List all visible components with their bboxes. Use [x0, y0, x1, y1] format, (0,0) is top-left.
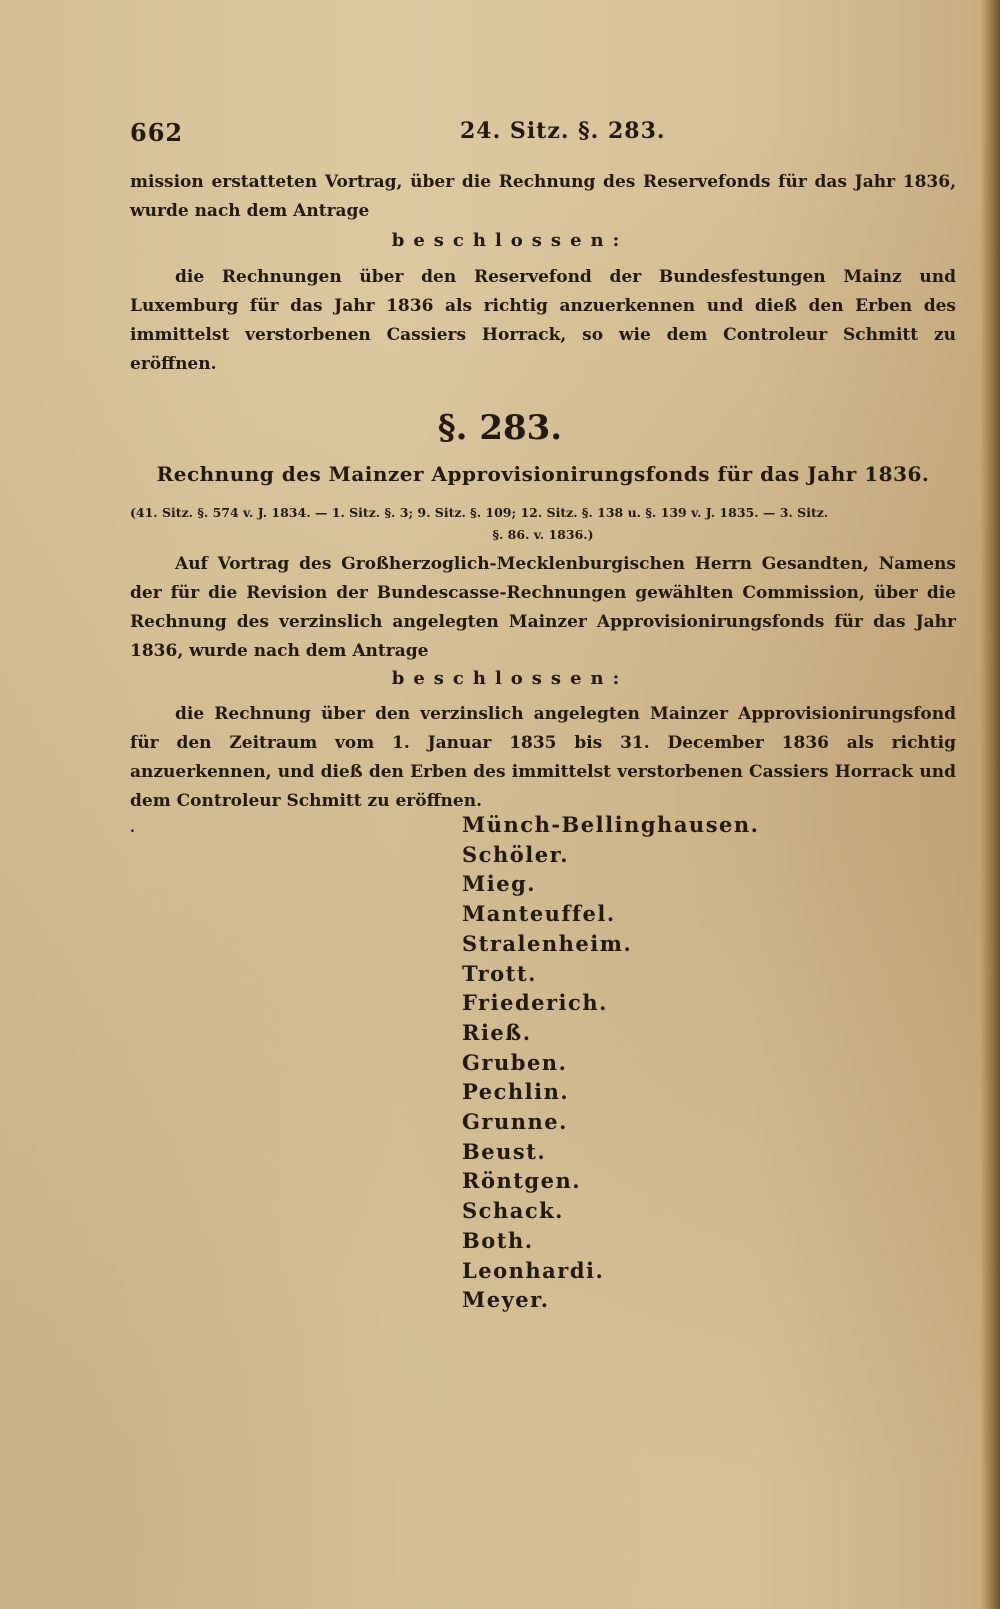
page-header: [130, 118, 960, 148]
signature: Grunne.: [462, 1109, 568, 1135]
running-head: 24. Sitz. §. 283.: [460, 118, 666, 144]
signature: Mieg.: [462, 871, 537, 897]
signature: Meyer.: [462, 1287, 550, 1313]
signature: Leonhardi.: [462, 1257, 605, 1283]
signature: Manteuffel.: [462, 901, 616, 927]
opening-paragraph: mission erstatteten Vortrag, über die Rechnung des Reservefonds für das Jahr 1836, wurde nach dem Antrage: [130, 172, 956, 221]
page-number: 662: [130, 118, 184, 147]
references-line-1: (41. Sitz. §. 574 v. J. 1834. — 1. Sitz. §. 3; 9. Sitz. §. 109; 12. Sitz. §. 138 u. §. 139 v. J. 1835. — 3. Sitz.: [130, 505, 829, 520]
resolution-paragraph-2: die Rechnung über den verzinslich angelegten Mainzer Approvisionirungsfond für den Zeitraum vom 1. Januar 1835 bis 31. December 1836 als richtig anzuerkennen, und dieß den Erben des immittelst verstorbenen Cassiers Horrack und dem Controleur Schmitt zu eröffnen.: [130, 704, 956, 811]
signature-list: [462, 810, 862, 1315]
signature: Both.: [462, 1227, 534, 1253]
signature: Friederich.: [462, 990, 608, 1016]
section-title: Rechnung des Mainzer Approvisionirungsfonds für das Jahr 1836.: [156, 462, 930, 486]
signature: Stralenheim.: [462, 930, 633, 956]
section-number-heading: §. 283.: [437, 408, 563, 448]
lead-paragraph: Auf Vortrag des Großherzoglich-Mecklenburgischen Herrn Gesandten, Namens der für die Revision der Bundescasse-Rechnungen gewählten Commission, über die Rechnung des verzinslich angelegten Mainzer Approvisionirungsfonds für das Jahr 1836, wurde nach dem Antrage: [130, 554, 956, 661]
signature: Röntgen.: [462, 1168, 582, 1194]
references-line-2: §. 86. v. 1836.): [492, 527, 594, 542]
resolution-keyword-1: beschlossen:: [391, 230, 629, 251]
cross-references: [130, 502, 956, 546]
stray-mark: .: [130, 820, 135, 836]
signature: Schack.: [462, 1198, 564, 1224]
signature: Beust.: [462, 1138, 547, 1164]
signature: Rieß.: [462, 1019, 532, 1045]
signature: Pechlin.: [462, 1079, 570, 1105]
resolution-paragraph-1: die Rechnungen über den Reservefond der Bundesfestungen Mainz und Luxemburg für das Jahr 1836 als richtig anzuerkennen und dieß den Erben des immittelst verstorbenen Cassiers Horrack, so wie dem Controleur Schmitt zu eröffnen.: [130, 267, 956, 374]
signature: Münch-Bellinghausen.: [462, 812, 760, 837]
signature: Schöler.: [462, 841, 570, 867]
resolution-keyword-2: beschlossen:: [391, 668, 629, 689]
signature: Trott.: [462, 960, 537, 986]
signature: Gruben.: [462, 1049, 568, 1075]
